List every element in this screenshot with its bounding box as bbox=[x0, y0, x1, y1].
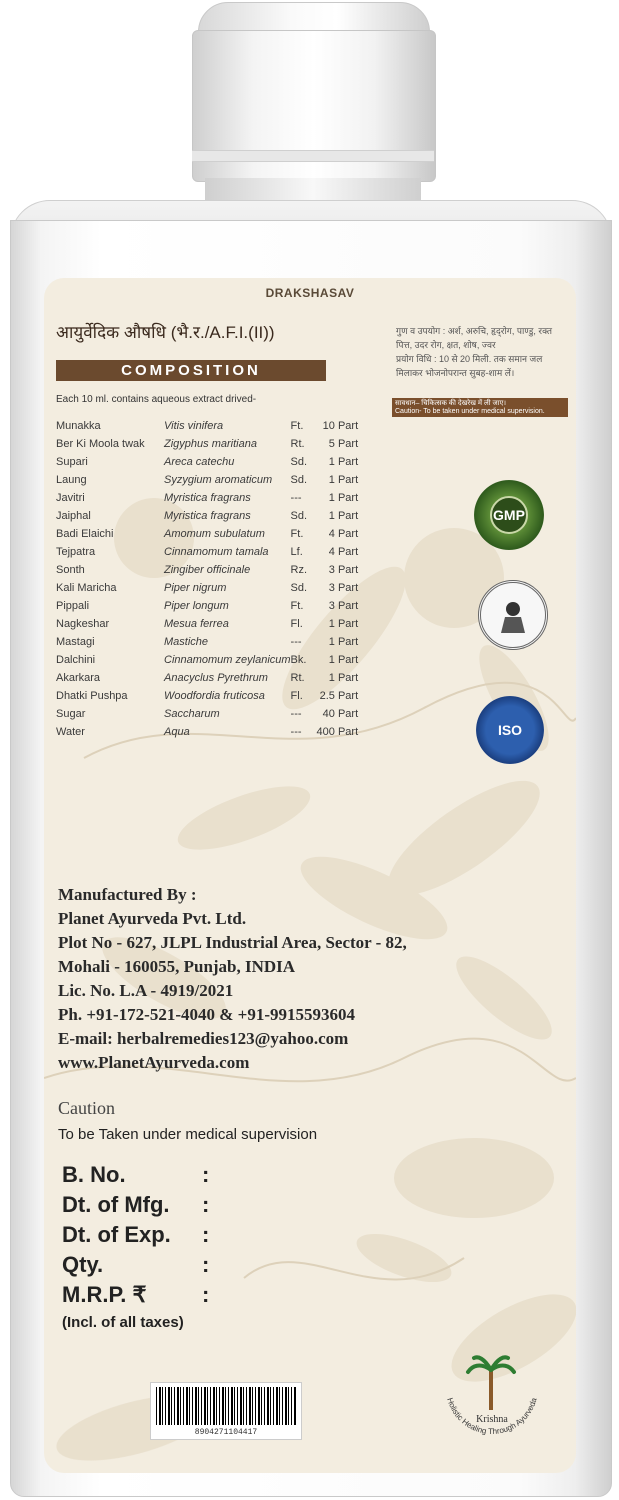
barcode-number: 8904271104417 bbox=[194, 1428, 258, 1437]
caution-band-en: Caution- To be taken under medical supervision. bbox=[395, 408, 545, 415]
plant-part: --- bbox=[290, 708, 302, 720]
plant-part: Rt. bbox=[290, 438, 305, 450]
field-colon: : bbox=[202, 1222, 210, 1247]
quantity: 400 Part bbox=[316, 726, 359, 738]
field-row bbox=[62, 1160, 222, 1190]
krishna-brand: Krishna bbox=[476, 1414, 508, 1425]
gmp-seal bbox=[474, 480, 544, 550]
ingredient-row bbox=[56, 543, 358, 561]
botanical-name: Areca catechu bbox=[164, 456, 235, 468]
plant-part: Ft. bbox=[290, 420, 304, 432]
ingredient-row bbox=[56, 507, 358, 525]
ingredient-name: Tejpatra bbox=[56, 546, 96, 558]
ingredient-name: Javitri bbox=[56, 492, 85, 504]
ingredient-row bbox=[56, 633, 358, 651]
uses-text bbox=[396, 324, 566, 380]
quantity: 1 Part bbox=[328, 672, 359, 684]
caution-band bbox=[392, 398, 568, 417]
botanical-name: Zigyphus maritiana bbox=[164, 438, 257, 450]
mfg-line: E-mail: herbalremedies123@yahoo.com bbox=[58, 1029, 349, 1048]
caution-title: Caution bbox=[58, 1098, 115, 1118]
ingredient-name: Sugar bbox=[56, 708, 86, 720]
quantity: 3 Part bbox=[328, 564, 359, 576]
botanical-name: Myristica fragrans bbox=[164, 492, 251, 504]
ingredient-name: Jaiphal bbox=[56, 510, 91, 522]
krishna-tagline: Holistic Healing Through Ayurveda bbox=[445, 1396, 539, 1437]
quantity: 40 Part bbox=[322, 708, 359, 720]
field-label: M.R.P. ₹ bbox=[62, 1282, 147, 1307]
botanical-name: Cinnamomum tamala bbox=[164, 546, 269, 558]
field-label: Qty. bbox=[62, 1252, 104, 1277]
plant-part: Rt. bbox=[290, 672, 305, 684]
hindi-title: आयुर्वेदिक औषधि (भै.र./A.F.I.(II)) bbox=[56, 323, 275, 342]
ingredient-name: Dalchini bbox=[56, 654, 96, 666]
quantity: 1 Part bbox=[328, 654, 359, 666]
plant-part: --- bbox=[290, 726, 302, 738]
plant-part: Bk. bbox=[290, 654, 307, 666]
botanical-name: Cinnamomum zeylanicum bbox=[164, 654, 291, 666]
mfg-line: Lic. No. L.A - 4919/2021 bbox=[58, 981, 234, 1000]
barcode bbox=[150, 1382, 302, 1440]
ingredient-name: Ber Ki Moola twak bbox=[56, 438, 145, 450]
ingredient-row bbox=[56, 471, 358, 489]
caution-band-hindi: सावधान– चिकित्सक की देखरेख में ली जाए। bbox=[395, 400, 507, 407]
quantity: 1 Part bbox=[328, 492, 359, 504]
mfg-line: Plot No - 627, JLPL Industrial Area, Sector - 82, bbox=[58, 933, 407, 952]
field-label: Dt. of Exp. bbox=[62, 1222, 171, 1247]
mfg-line: www.PlanetAyurveda.com bbox=[58, 1053, 250, 1072]
ingredient-row bbox=[56, 435, 358, 453]
plant-part: --- bbox=[290, 636, 302, 648]
composition-heading: COMPOSITION bbox=[56, 360, 326, 381]
quantity: 5 Part bbox=[328, 438, 359, 450]
field-colon: : bbox=[202, 1162, 210, 1187]
quantity: 4 Part bbox=[328, 528, 359, 540]
uses-line: गुण व उपयोग : अर्श, अरुचि, हृद्‌रोग, पाण्डु, रक्त पित्त, उदर रोग, क्षत, शोष, ज्वर bbox=[396, 326, 553, 350]
ingredient-name: Kali Maricha bbox=[56, 582, 117, 594]
ingredient-row bbox=[56, 561, 358, 579]
caution-subtitle: To be Taken under medical supervision bbox=[58, 1126, 318, 1143]
botanical-name: Mastiche bbox=[164, 636, 209, 648]
ingredient-row bbox=[56, 453, 358, 471]
botanical-name: Mesua ferrea bbox=[164, 618, 229, 630]
botanical-name: Piper nigrum bbox=[164, 582, 227, 594]
field-row bbox=[62, 1250, 222, 1280]
mfg-line: Planet Ayurveda Pvt. Ltd. bbox=[58, 909, 247, 928]
plant-part: Sd. bbox=[290, 474, 308, 486]
quantity: 4 Part bbox=[328, 546, 359, 558]
ingredient-row bbox=[56, 687, 358, 705]
krishna-logo bbox=[432, 1318, 552, 1438]
quantity: 1 Part bbox=[328, 474, 359, 486]
composition-intro: Each 10 ml. contains aqueous extract drived- bbox=[56, 394, 257, 405]
ingredient-row bbox=[56, 615, 358, 633]
quantity: 1 Part bbox=[328, 636, 359, 648]
field-row bbox=[62, 1280, 222, 1310]
plant-part: Sd. bbox=[290, 510, 308, 522]
ingredient-name: Munakka bbox=[56, 420, 101, 432]
product-name: DRAKSHASAV bbox=[265, 286, 355, 300]
quantity: 1 Part bbox=[328, 618, 359, 630]
gmp-seal-text: GMP bbox=[490, 496, 528, 534]
quantity: 3 Part bbox=[328, 582, 359, 594]
ingredient-row bbox=[56, 525, 358, 543]
quantity: 10 Part bbox=[322, 420, 359, 432]
ingredient-name: Supari bbox=[56, 456, 88, 468]
plant-part: Sd. bbox=[290, 582, 308, 594]
field-colon: : bbox=[202, 1252, 210, 1277]
manufacturer-block bbox=[58, 883, 407, 1075]
ingredient-row bbox=[56, 669, 358, 687]
field-row bbox=[62, 1220, 222, 1250]
field-row bbox=[62, 1190, 222, 1220]
botanical-name: Syzygium aromaticum bbox=[164, 474, 273, 486]
ingredient-name: Dhatki Pushpa bbox=[56, 690, 128, 702]
palm-tree-icon bbox=[468, 1357, 514, 1410]
plant-part: Sd. bbox=[290, 456, 308, 468]
quantity: 2.5 Part bbox=[319, 690, 359, 702]
ingredient-row bbox=[56, 489, 358, 507]
botanical-name: Anacyclus Pyrethrum bbox=[164, 672, 268, 684]
ingredient-table bbox=[56, 417, 358, 741]
plant-part: Ft. bbox=[290, 528, 304, 540]
plant-part: Rz. bbox=[290, 564, 308, 576]
emblem-icon bbox=[493, 595, 533, 635]
plant-part: Fl. bbox=[290, 618, 303, 630]
ingredient-name: Laung bbox=[56, 474, 87, 486]
botanical-name: Piper longum bbox=[164, 600, 229, 612]
ingredient-row bbox=[56, 579, 358, 597]
ingredient-row bbox=[56, 417, 358, 435]
plant-part: Lf. bbox=[290, 546, 303, 558]
botanical-name: Woodfordia fruticosa bbox=[164, 690, 265, 702]
incl-taxes: (Incl. of all taxes) bbox=[62, 1314, 184, 1331]
mfg-line: Mohali - 160055, Punjab, INDIA bbox=[58, 957, 296, 976]
botanical-name: Saccharum bbox=[164, 708, 220, 720]
ingredient-row bbox=[56, 597, 358, 615]
plant-part: Ft. bbox=[290, 600, 304, 612]
quantity: 3 Part bbox=[328, 600, 359, 612]
mfg-line: Manufactured By : bbox=[58, 885, 197, 904]
quantity: 1 Part bbox=[328, 510, 359, 522]
ingredient-name: Badi Elaichi bbox=[56, 528, 114, 540]
ingredient-name: Pippali bbox=[56, 600, 90, 612]
botanical-name: Amomum subulatum bbox=[164, 528, 265, 540]
ingredient-name: Sonth bbox=[56, 564, 85, 576]
field-label: Dt. of Mfg. bbox=[62, 1192, 170, 1217]
quantity: 1 Part bbox=[328, 456, 359, 468]
botanical-name: Myristica fragrans bbox=[164, 510, 251, 522]
field-colon: : bbox=[202, 1282, 210, 1307]
dosage-line: प्रयोग विधि : 10 से 20 मिली. तक समान जल मिलाकर भोजनोपरान्त सुबह-शाम लें। bbox=[396, 354, 543, 378]
batch-fields bbox=[62, 1160, 222, 1331]
barcode-bars bbox=[156, 1387, 296, 1425]
govt-emblem-seal bbox=[478, 580, 548, 650]
ingredient-name: Water bbox=[56, 726, 85, 738]
product-label bbox=[44, 278, 576, 1473]
mfg-line: Ph. +91-172-521-4040 & +91-9915593604 bbox=[58, 1005, 356, 1024]
ingredient-name: Akarkara bbox=[56, 672, 101, 684]
field-colon: : bbox=[202, 1192, 210, 1217]
botanical-name: Zingiber officinale bbox=[164, 564, 251, 576]
ingredient-row bbox=[56, 651, 358, 669]
bottle-cap-ridge bbox=[192, 150, 434, 162]
botanical-name: Aqua bbox=[164, 726, 190, 738]
iso-seal-text: ISO bbox=[497, 722, 523, 738]
ingredient-row bbox=[56, 723, 358, 741]
ingredient-name: Nagkeshar bbox=[56, 618, 110, 630]
field-label: B. No. bbox=[62, 1162, 126, 1187]
ingredient-row bbox=[56, 705, 358, 723]
ingredient-name: Mastagi bbox=[56, 636, 95, 648]
plant-part: Fl. bbox=[290, 690, 303, 702]
iso-seal bbox=[476, 696, 544, 764]
botanical-name: Vitis vinifera bbox=[164, 420, 224, 432]
plant-part: --- bbox=[290, 492, 302, 504]
